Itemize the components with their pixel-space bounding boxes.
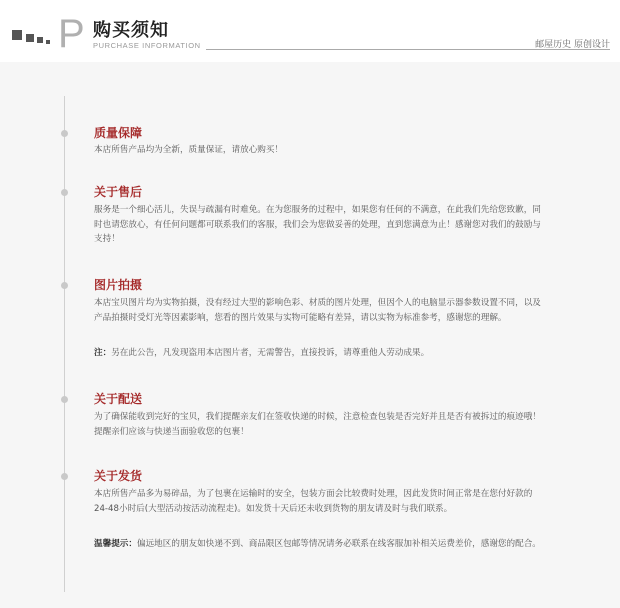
brand-label: 邮屋历史 原创设计	[535, 40, 610, 50]
section-title: 关于配送	[94, 392, 143, 406]
section-body: 为了确保能收到完好的宝贝，我们提醒亲友们在签收快递的时候，注意检查包装是否完好并且是否有被拆过的痕迹哦！提醒亲们应该与快递当面验收您的包裹！	[94, 412, 541, 437]
section-title: 质量保障	[94, 126, 143, 140]
section-title: 关于售后	[94, 185, 143, 199]
section-note	[94, 346, 544, 361]
logo-square-4	[46, 40, 50, 44]
timeline-dot	[61, 130, 68, 137]
section-title: 关于发货	[94, 469, 143, 483]
section-body: 本店所售产品多为易碎品，为了包裹在运输时的安全，包装方面会比较费时处理，因此发货时间正常是在您付好款的24-48小时后(大型活动按活动流程走)。如发货十天后还未收到货物的朋友请及时与我们联系。	[94, 489, 533, 514]
note-text: 另在此公告，凡发现盗用本店图片者，无需警告，直接投诉，请尊重他人劳动成果。	[111, 348, 430, 358]
logo-letter: P	[58, 12, 85, 56]
section-body: 本店所售产品均为全新，质量保证，请放心购买！	[94, 145, 284, 155]
page-title: 购买须知	[93, 20, 169, 41]
header	[0, 0, 620, 62]
logo-square-3	[37, 37, 43, 43]
logo-square-1	[12, 30, 22, 40]
section-body: 本店宝贝图片均为实物拍摄，没有经过大型的影响色彩、材质的图片处理，但因个人的电脑显示器参数设置不同，以及产品拍摄时受灯光等因素影响，您看的图片效果与实物可能略有差异，请以实物为标准参考，感谢您的理解。	[94, 298, 541, 323]
timeline-dot	[61, 189, 68, 196]
timeline-line	[64, 96, 65, 592]
logo-square-2	[26, 34, 34, 42]
section-note	[94, 537, 544, 552]
note-label: 温馨提示：	[94, 539, 137, 549]
timeline-dot	[61, 396, 68, 403]
note-text: 偏远地区的朋友如快递不到、商品限区包邮等情况请务必联系在线客服加补相关运费差价，感谢您的配合。	[136, 539, 541, 549]
note-label: 注：	[94, 348, 112, 358]
page-subtitle: PURCHASE INFORMATION	[93, 41, 201, 50]
section-body: 服务是一个细心活儿，失误与疏漏有时难免。在为您服务的过程中，如果您有任何的不满意，在此我们先给您致歉，同时也请您放心，有任何问题都可联系我们的客服，我们会为您做妥善的处理，直到您满意为止！感谢您对我们的鼓励与支持！	[94, 205, 541, 244]
section-title: 图片拍摄	[94, 278, 143, 292]
timeline-dot	[61, 282, 68, 289]
timeline-dot	[61, 473, 68, 480]
content-area	[0, 62, 620, 608]
